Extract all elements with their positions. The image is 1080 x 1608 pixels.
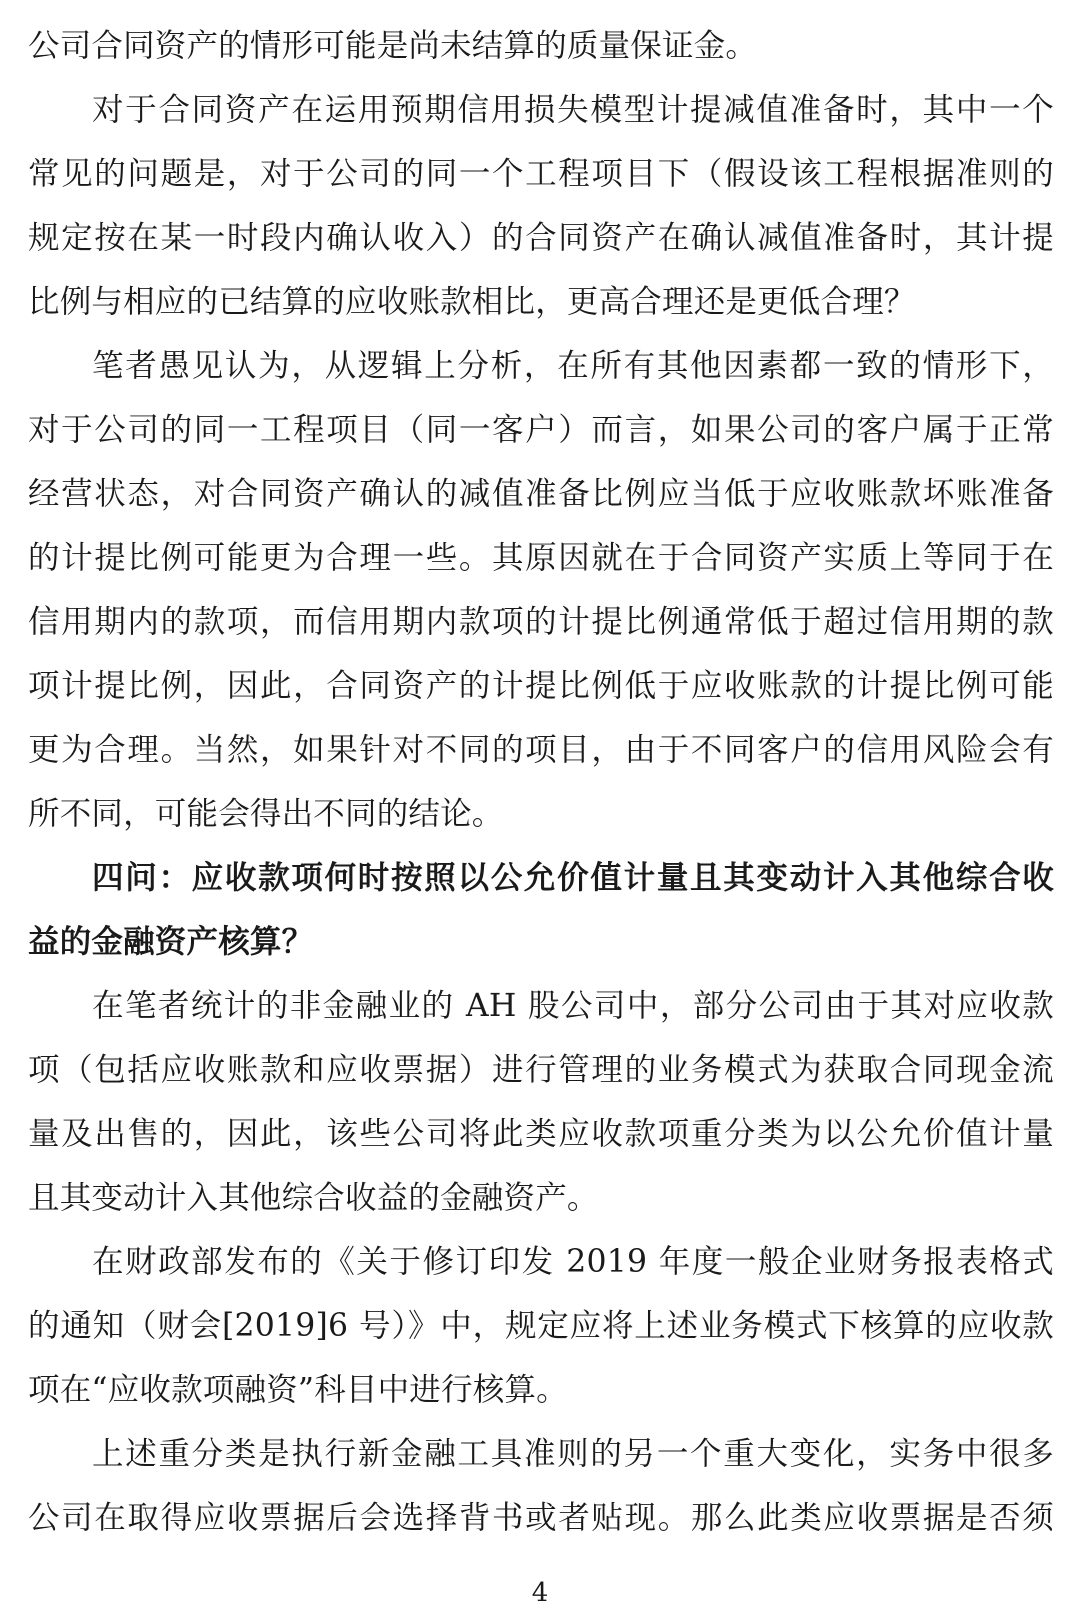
text-line: 比例与相应的已结算的应收账款相比，更高合理还是更低合理？ [28, 284, 916, 320]
document-page [28, 14, 1054, 1550]
text-line: 笔者愚见认为，从逻辑上分析，在所有其他因素都一致的情形下， [92, 348, 1054, 384]
text-line: 常见的问题是，对于公司的同一个工程项目下（假设该工程根据准则的 [28, 156, 1054, 192]
text-line: 项计提比例，因此，合同资产的计提比例低于应收账款的计提比例可能 [28, 668, 1054, 704]
text-line: 量及出售的，因此，该些公司将此类应收款项重分类为以公允价值计量 [28, 1116, 1054, 1152]
text-line: 在笔者统计的非金融业的 AH 股公司中，部分公司由于其对应收款 [92, 988, 1054, 1024]
heading-line: 益的金融资产核算？ [28, 923, 314, 960]
text-line: 上述重分类是执行新金融工具准则的另一个重大变化，实务中很多 [92, 1436, 1054, 1472]
text-line: 的计提比例可能更为合理一些。其原因就在于合同资产实质上等同于在 [28, 540, 1054, 576]
text-line: 所不同，可能会得出不同的结论。 [28, 796, 504, 832]
text-line: 对于公司的同一工程项目（同一客户）而言，如果公司的客户属于正常 [28, 412, 1054, 448]
text-line: 信用期内的款项，而信用期内款项的计提比例通常低于超过信用期的款 [28, 604, 1054, 640]
text-line: 且其变动计入其他综合收益的金融资产。 [28, 1180, 599, 1216]
paragraph-reclassification-change [28, 1422, 1054, 1550]
heading-line: 四问：应收款项何时按照以公允价值计量且其变动计入其他综合收 [92, 859, 1054, 896]
text-line: 在财政部发布的《关于修订印发 2019 年度一般企业财务报表格式 [92, 1244, 1054, 1280]
text-line: 规定按在某一时段内确认收入）的合同资产在确认减值准备时，其计提 [28, 220, 1054, 256]
text-line: 公司合同资产的情形可能是尚未结算的质量保证金。 [28, 28, 758, 64]
text-line: 项（包括应收账款和应收票据）进行管理的业务模式为获取合同现金流 [28, 1052, 1054, 1088]
page-number: 4 [531, 1578, 549, 1608]
paragraph-question-on-provision [28, 78, 1054, 334]
text-line: 公司在取得应收票据后会选择背书或者贴现。那么此类应收票据是否须 [28, 1500, 1054, 1536]
text-line: 项在“应收款项融资”科目中进行核算。 [28, 1372, 568, 1408]
section-heading-question-four [28, 846, 1054, 974]
paragraph-ministry-of-finance-notice [28, 1230, 1054, 1422]
paragraph-ah-share-statistics [28, 974, 1054, 1230]
text-line: 经营状态，对合同资产确认的减值准备比例应当低于应收账款坏账准备 [28, 476, 1054, 512]
paragraph-author-opinion [28, 334, 1054, 846]
text-line: 对于合同资产在运用预期信用损失模型计提减值准备时，其中一个 [92, 92, 1054, 128]
text-line: 的通知（财会[2019]6 号）》中，规定应将上述业务模式下核算的应收款 [28, 1308, 1054, 1344]
text-line: 更为合理。当然，如果针对不同的项目，由于不同客户的信用风险会有 [28, 732, 1054, 768]
paragraph-contract-assets-intro-tail [28, 14, 1054, 78]
